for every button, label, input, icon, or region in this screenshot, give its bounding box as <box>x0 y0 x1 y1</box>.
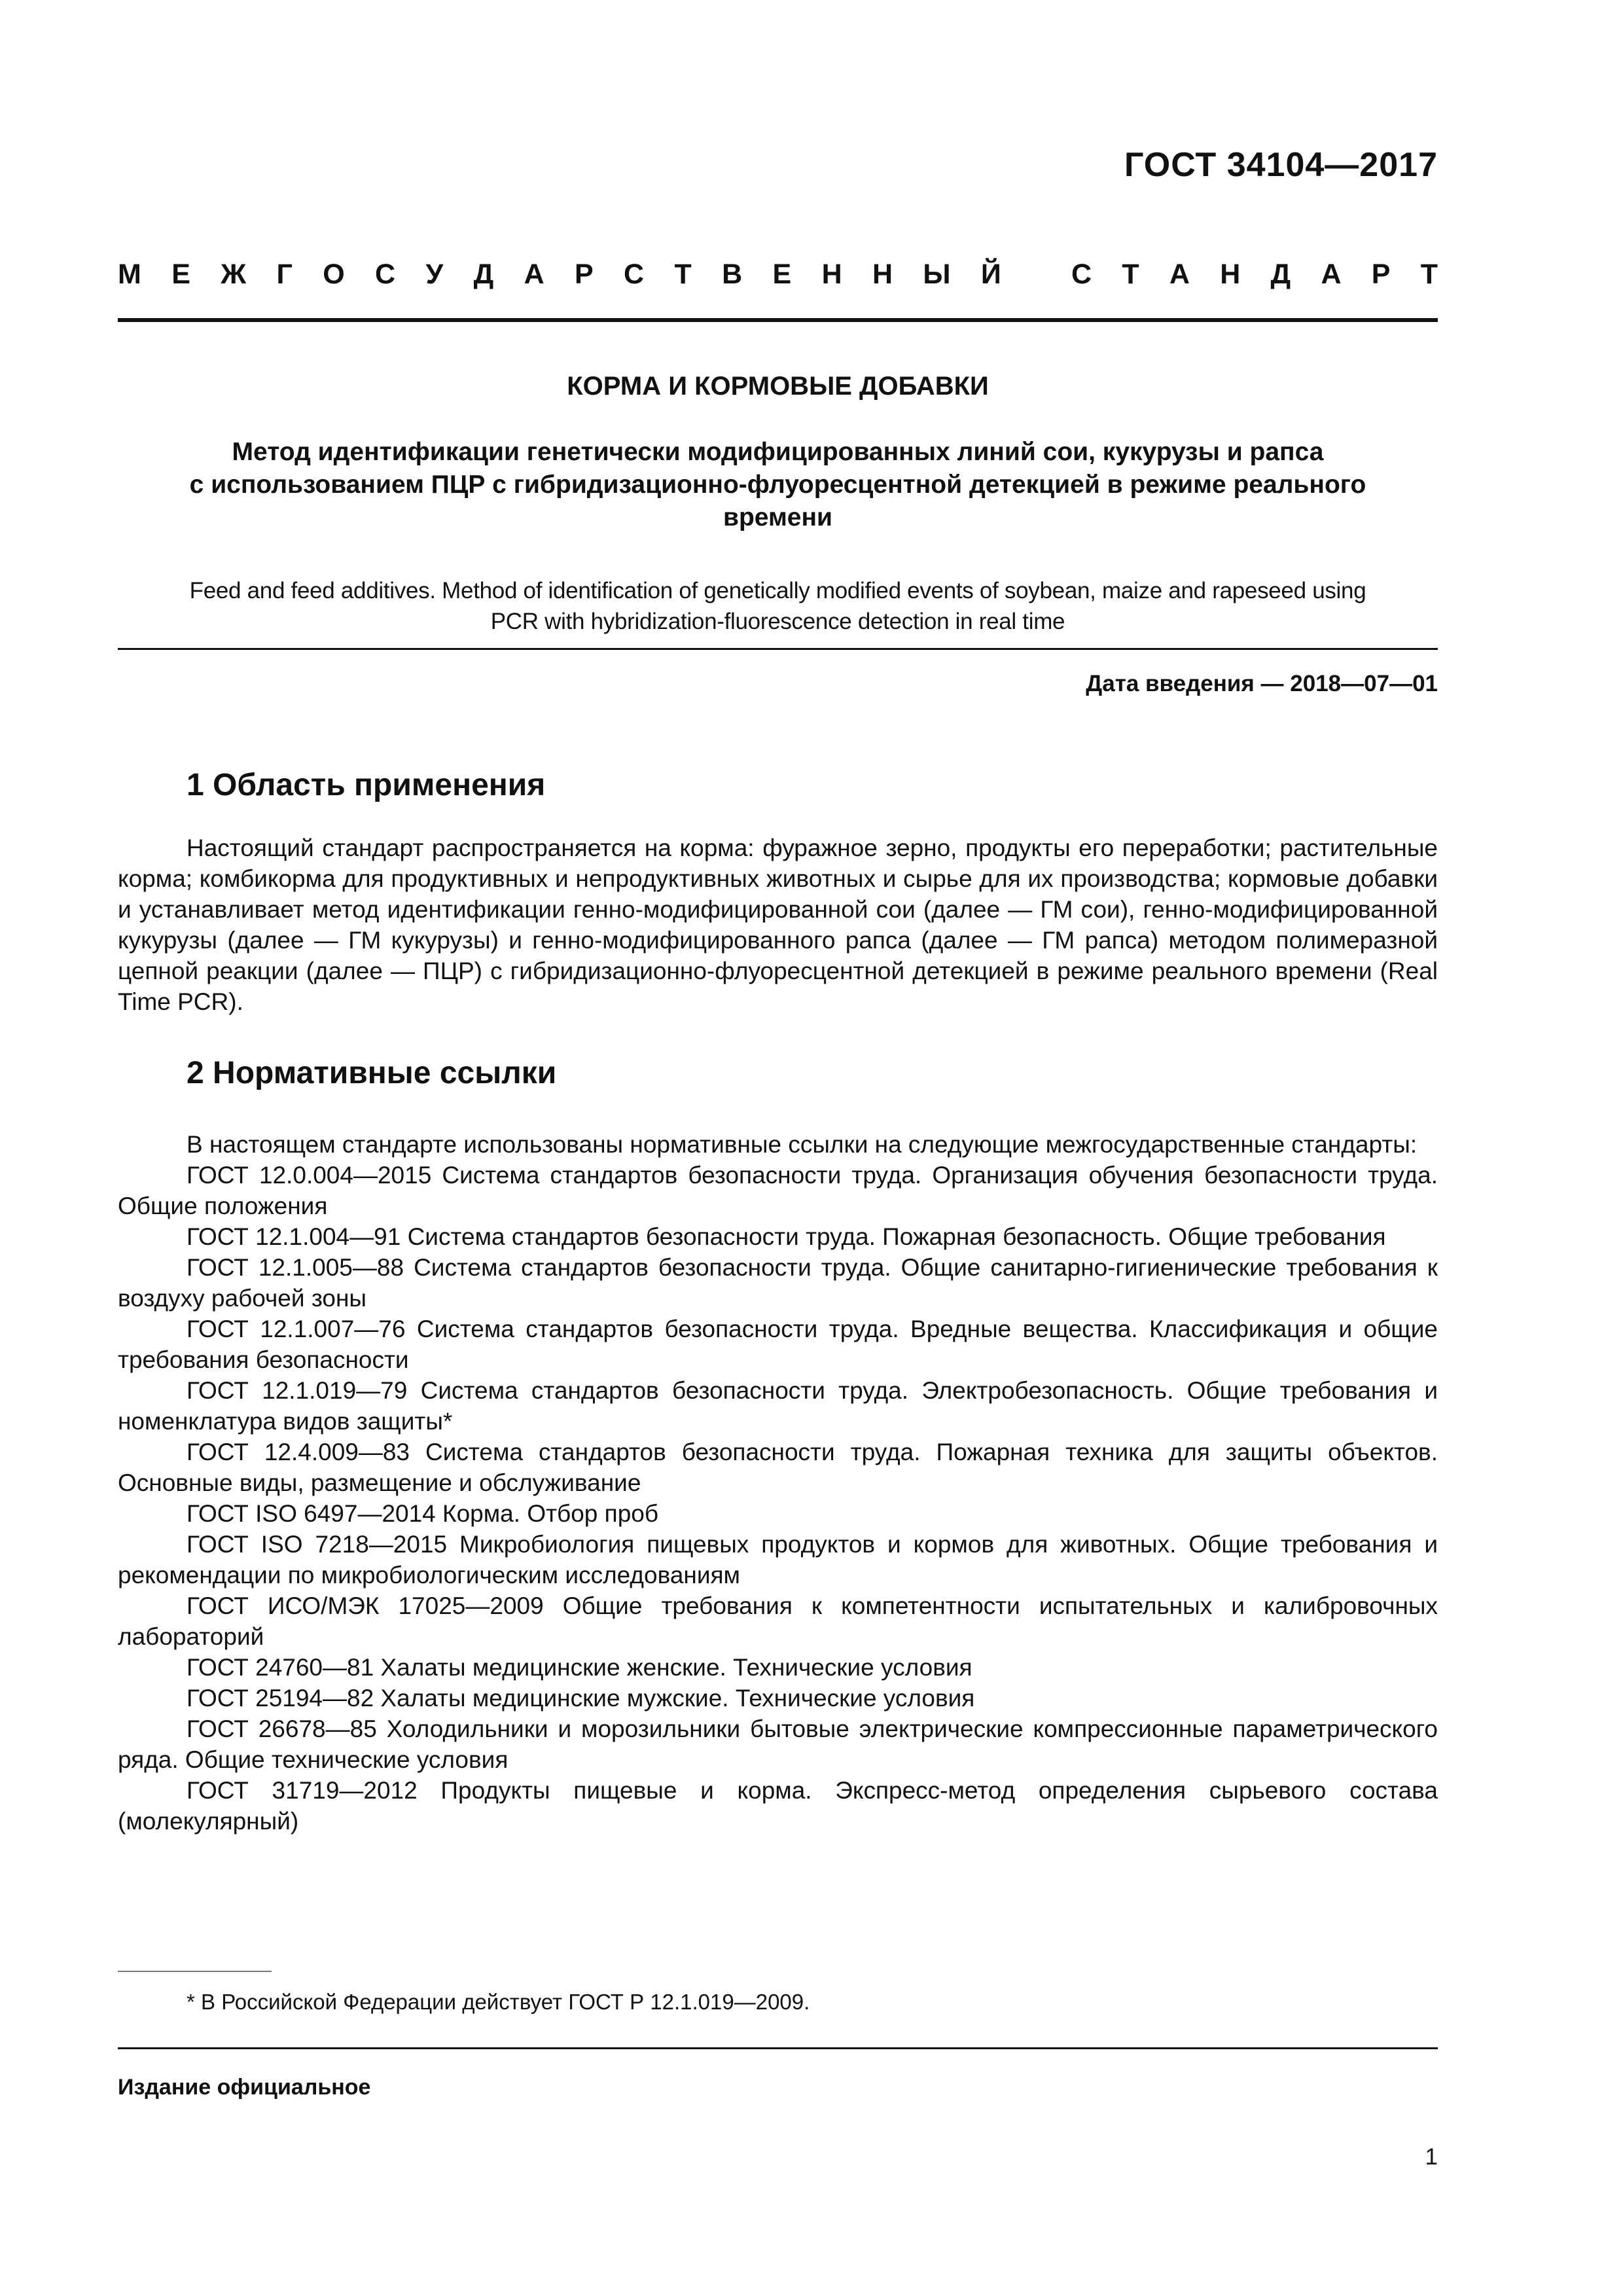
document-subtitle <box>118 436 1438 534</box>
subtitle-line: Метод идентификации генетически модифицированных линий сои, кукурузы и рапса <box>232 438 1324 466</box>
standard-type-word-1 <box>118 259 1001 291</box>
header-divider <box>118 318 1438 322</box>
reference-item: ГОСТ 12.1.005—88 Система стандартов безопасности труда. Общие санитарно-гигиенические требования к воздуху рабочей зоны <box>118 1254 1438 1312</box>
subtitle-line: времени <box>722 503 833 531</box>
normative-references-list <box>118 1129 1438 1837</box>
reference-item: ГОСТ ISO 7218—2015 Микробиология пищевых продуктов и кормов для животных. Общие требования и рекомендации по микробиологическим исследованиям <box>118 1531 1438 1588</box>
footnote: * В Российской Федерации действует ГОСТ Р 12.1.019—2009. <box>187 1990 810 2014</box>
english-title-line: Feed and feed additives. Method of identification of genetically modified events of soybean, maize and rapeseed using <box>189 578 1366 603</box>
reference-item: ГОСТ 12.1.007—76 Система стандартов безопасности труда. Вредные вещества. Классификация и общие требования безопасности <box>118 1316 1438 1373</box>
banner-letter: В <box>722 259 743 290</box>
banner-letter: Д <box>1270 259 1291 290</box>
banner-letter: А <box>1321 259 1342 290</box>
reference-item: ГОСТ 12.4.009—83 Система стандартов безопасности труда. Пожарная техника для защиты объектов. Основные виды, размещение и обслуживание <box>118 1439 1438 1496</box>
banner-letter: А <box>524 259 544 290</box>
subtitle-line: с использованием ПЦР с гибридизационно-флуоресцентной детекцией в режиме реального <box>189 471 1366 499</box>
reference-item: ГОСТ ISO 6497—2014 Корма. Отбор проб <box>187 1500 659 1527</box>
references-lead: В настоящем стандарте использованы нормативные ссылки на следующие межгосударственные стандарты: <box>187 1131 1418 1158</box>
reference-item: ГОСТ 25194—82 Халаты медицинские мужские. Технические условия <box>187 1685 975 1712</box>
reference-item: ГОСТ 24760—81 Халаты медицинские женские. Технические условия <box>187 1654 972 1681</box>
banner-letter: Т <box>1122 259 1139 290</box>
banner-letter: Й <box>980 259 1001 290</box>
banner-letter: Н <box>872 259 893 290</box>
reference-item: ГОСТ ИСО/МЭК 17025—2009 Общие требования к компетентности испытательных и калибровочных лабораторий <box>118 1592 1438 1650</box>
title-divider <box>118 648 1438 650</box>
banner-letter: О <box>323 259 345 290</box>
banner-letter: С <box>1071 259 1092 290</box>
footer-divider <box>118 2047 1438 2049</box>
page-number: 1 <box>1425 2144 1438 2170</box>
banner-letter: М <box>118 259 141 290</box>
banner-letter: Ж <box>221 259 247 290</box>
reference-item: ГОСТ 31719—2012 Продукты пищевые и корма. Экспресс-метод определения сырьевого состава (молекулярный) <box>118 1777 1438 1835</box>
document-code: ГОСТ 34104—2017 <box>1124 146 1438 184</box>
banner-letter: У <box>425 259 444 290</box>
document-title: КОРМА И КОРМОВЫЕ ДОБАВКИ <box>567 372 989 401</box>
english-title <box>118 575 1438 637</box>
banner-letter: Р <box>574 259 594 290</box>
reference-item: ГОСТ 26678—85 Холодильники и морозильники бытовые электрические компрессионные параметрического ряда. Общие технические условия <box>118 1715 1438 1773</box>
english-title-line: PCR with hybridization-fluorescence detection in real time <box>490 609 1065 634</box>
banner-letter: Т <box>1420 259 1438 290</box>
banner-letter: А <box>1169 259 1190 290</box>
banner-letter: Е <box>171 259 190 290</box>
reference-item: ГОСТ 12.1.019—79 Система стандартов безопасности труда. Электробезопасность. Общие требования и номенклатура видов защиты* <box>118 1377 1438 1435</box>
banner-letter: Р <box>1371 259 1391 290</box>
banner-letter: С <box>375 259 396 290</box>
reference-item: ГОСТ 12.1.004—91 Система стандартов безопасности труда. Пожарная безопасность. Общие требования <box>187 1223 1386 1250</box>
banner-letter: С <box>624 259 645 290</box>
section-2-heading: 2 Нормативные ссылки <box>187 1056 557 1090</box>
banner-letter: Т <box>674 259 692 290</box>
banner-letter: Е <box>772 259 792 290</box>
banner-letter: Ы <box>923 259 951 290</box>
edition-label: Издание официальное <box>118 2075 371 2100</box>
banner-letter: Г <box>276 259 293 290</box>
standard-type-banner <box>118 259 1438 291</box>
banner-letter: Д <box>473 259 494 290</box>
introduction-date: Дата введения — 2018—07—01 <box>1086 671 1438 696</box>
section-1-text: Настоящий стандарт распространяется на корма: фуражное зерно, продукты его переработки; растительные корма; комбикорма для продуктивных и непродуктивных животных и сырье для их производства; кормовые добавки и устанавливает метод идентификации генно-модифицированной сои (далее — ГМ сои), генно-модифицированной кукурузы (далее — ГМ кукурузы) и генно-модифицированного рапса (далее — ГМ рапса) методом полимеразной цепной реакции (далее — ПЦР) с гибридизационно-флуоресцентной детекцией в режиме реального времени (Real Time PCR). <box>118 834 1438 1015</box>
reference-item: ГОСТ 12.0.004—2015 Система стандартов безопасности труда. Организация обучения безопасности труда. Общие положения <box>118 1162 1438 1219</box>
section-1-heading: 1 Область применения <box>187 768 546 802</box>
banner-letter: Н <box>1220 259 1241 290</box>
standard-type-word-2 <box>1071 259 1438 291</box>
footnote-separator <box>118 1971 272 1972</box>
banner-letter: Н <box>821 259 842 290</box>
